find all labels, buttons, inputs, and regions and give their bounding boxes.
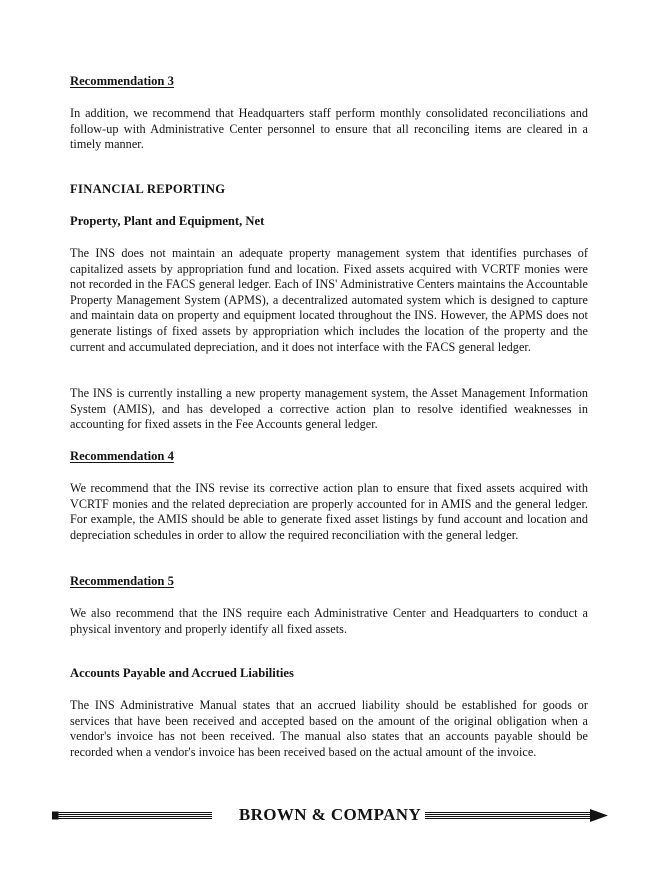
accounts-payable-text: The INS Administrative Manual states that an accrued liability should be established for goods or services that have been received and accepted based on the amount of the original obligation when a vendor's invoice has not been received. The manual also states that an accounts payable should be recorded when a vendor's invoice has been received based on the actual amount of the invoice. [70,698,588,759]
footer-firm-name-wrap [52,805,608,825]
financial-reporting-section [70,182,588,197]
financial-reporting-heading: FINANCIAL REPORTING [70,182,226,196]
accounts-payable-body [70,698,588,760]
accounts-payable-heading: Accounts Payable and Accrued Liabilities [70,666,294,680]
recommendation-4-heading: Recommendation 4 [70,449,174,463]
ppe-paragraph-1: The INS does not maintain an adequate property management system that identifies purchases of capitalized assets by appropriation fund and location. Fixed assets acquired with VCRTF monies were not recorded in the FACS general ledger. Each of INS' Administrative Centers maintains the Accountable Property Management System (APMS), a decentralized automated system which is designed to capture and maintain data on property and equipment located throughout the INS. However, the APMS does not generate listings of fixed assets by appropriation which includes the location of the property and the current and accumulated depreciation, and it does not interface with the FACS general ledger. [70,246,588,354]
recommendation-3-heading: Recommendation 3 [70,74,174,88]
ppe-paragraph-2-block [70,386,588,433]
ppe-paragraph-1-block [70,246,588,355]
ppe-paragraph-2: The INS is currently installing a new property management system, the Asset Management Information System (AMIS), and has developed a corrective action plan to resolve identified weaknesses in accounting for fixed assets in the Fee Accounts general ledger. [70,386,588,432]
firm-footer [52,803,608,829]
ppe-section [70,214,588,229]
recommendation-4-text: We recommend that the INS revise its corrective action plan to ensure that fixed assets acquired with VCRTF monies and the related depreciation are properly accounted for in AMIS and the general ledger. For example, the AMIS should be able to generate fixed asset listings by fund account and location and depreciation schedules in order to allow the required reconciliation with the general ledger. [70,481,588,542]
footer-firm-name: BROWN & COMPANY [235,805,425,824]
recommendation-5-body [70,606,588,637]
recommendation-3-section [70,74,588,89]
recommendation-4-body [70,481,588,543]
recommendation-3-text: In addition, we recommend that Headquarters staff perform monthly consolidated reconciliations and follow-up with Administrative Center personnel to ensure that all reconciling items are cleared in a timely manner. [70,106,588,152]
recommendation-5-heading: Recommendation 5 [70,574,174,588]
recommendation-5-section [70,574,588,589]
recommendation-3-body [70,106,588,153]
recommendation-4-section [70,449,588,464]
accounts-payable-section [70,666,588,681]
ppe-heading: Property, Plant and Equipment, Net [70,214,265,228]
recommendation-5-text: We also recommend that the INS require each Administrative Center and Headquarters to conduct a physical inventory and properly identify all fixed assets. [70,606,588,636]
